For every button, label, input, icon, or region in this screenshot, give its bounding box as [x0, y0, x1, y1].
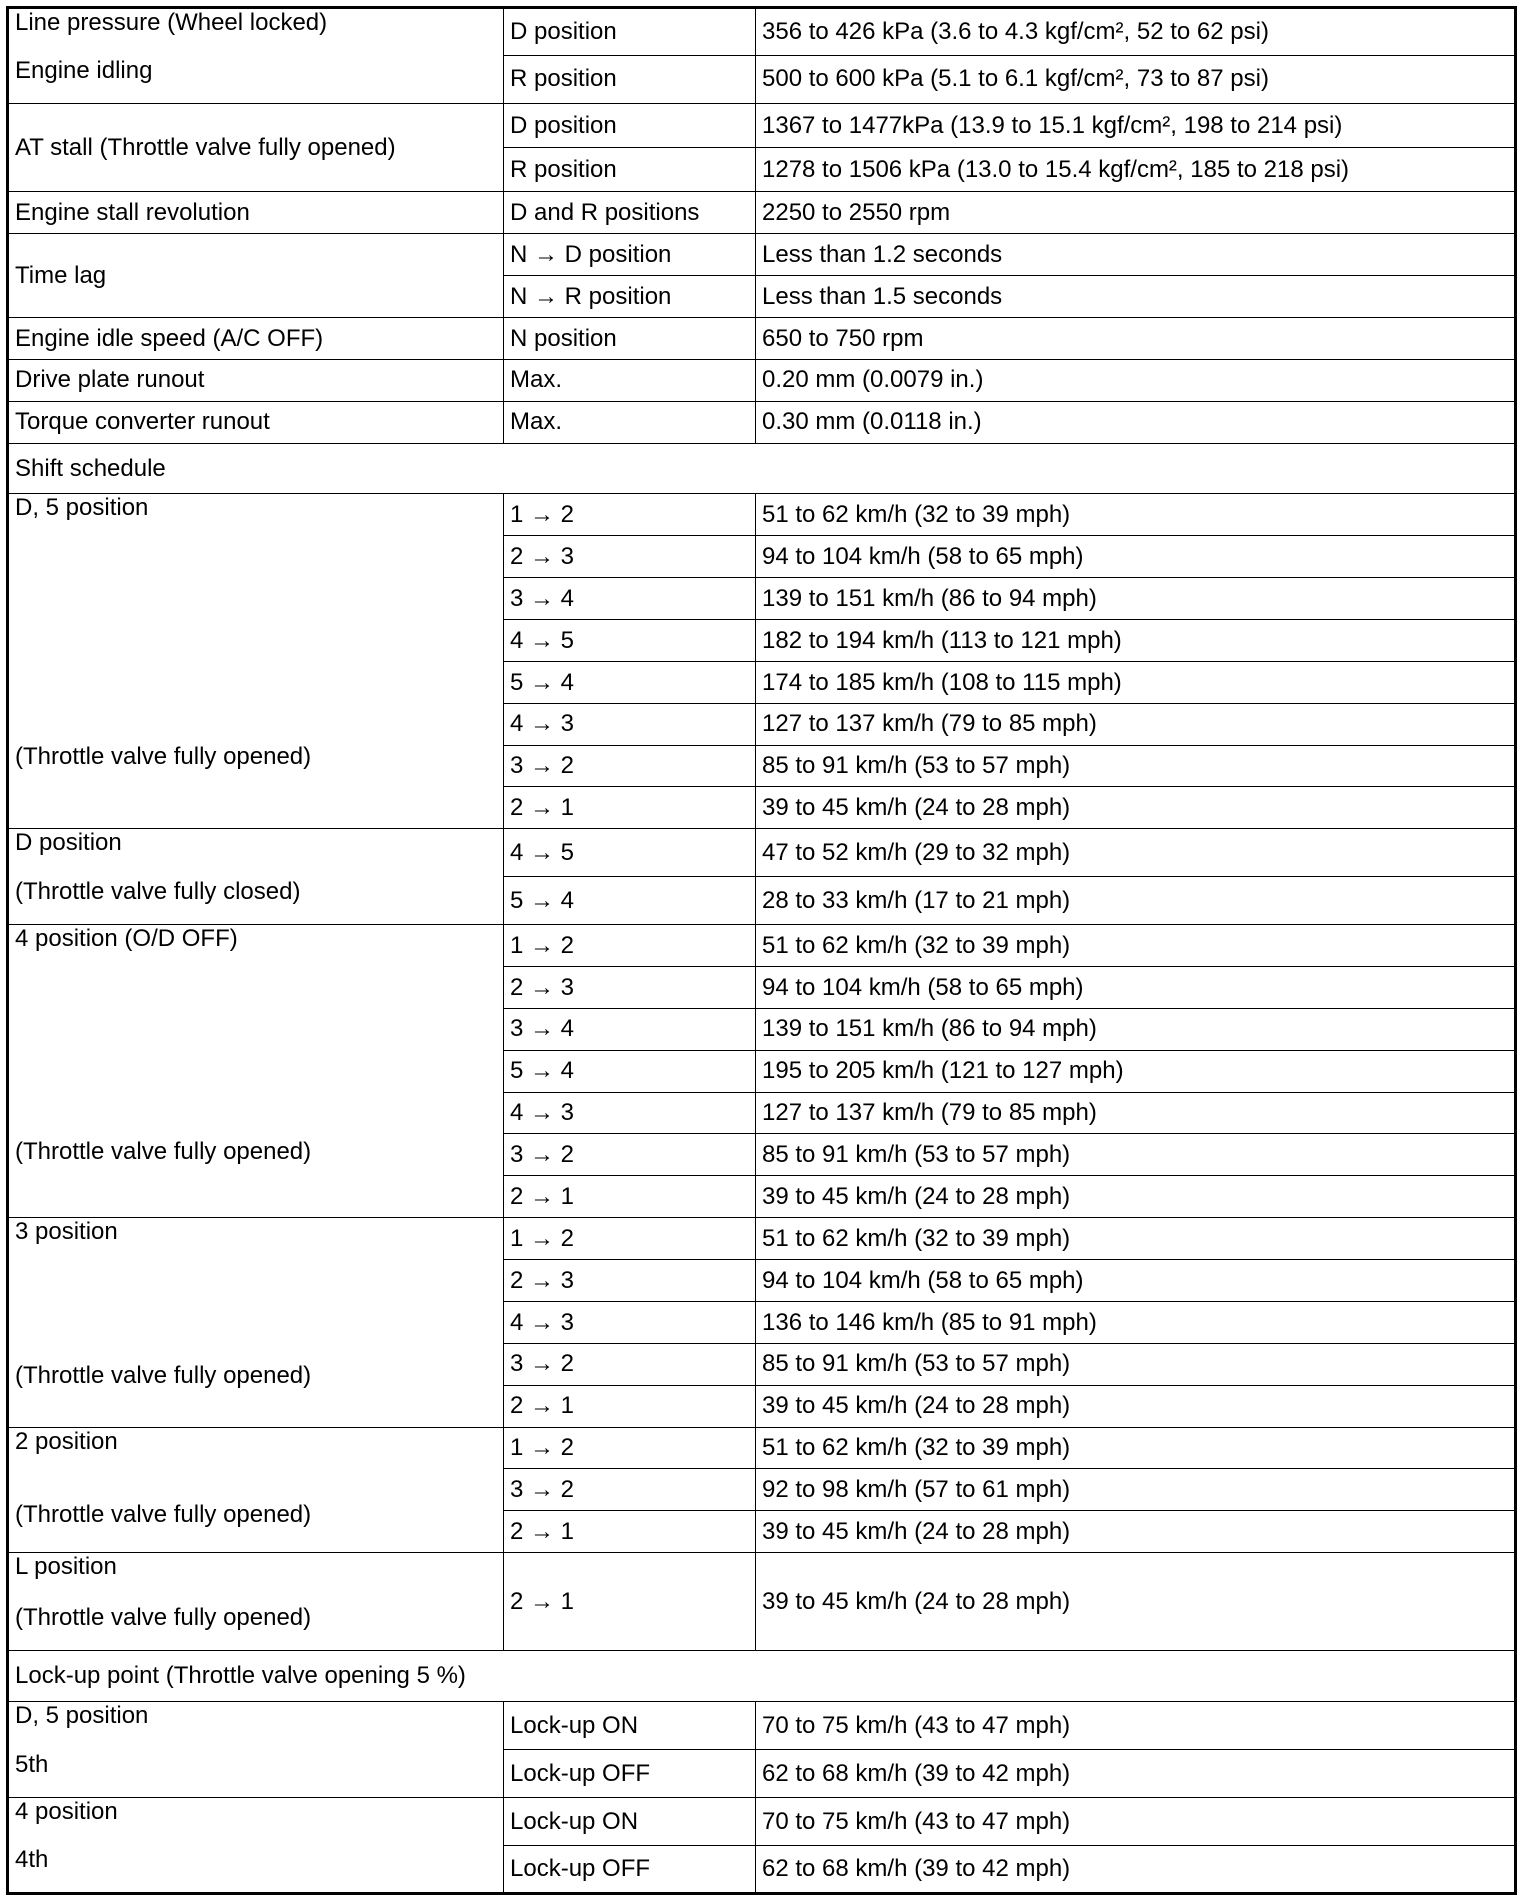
group-label-line: 3 position [15, 1218, 118, 1246]
table-row [8, 1218, 1516, 1260]
condition-cell: 4 → 5 [504, 829, 756, 877]
value-cell: Less than 1.2 seconds [756, 234, 1516, 276]
condition-cell: 3 → 4 [504, 1008, 756, 1050]
condition-cell: 3 → 2 [504, 1343, 756, 1385]
group-label-lines [15, 1218, 497, 1389]
table-row [8, 192, 1516, 234]
group-label-line: 4 position [15, 1797, 118, 1825]
group-label-line: (Throttle valve fully opened) [15, 1361, 312, 1389]
table-row [8, 494, 1516, 536]
value-cell: 85 to 91 km/h (53 to 57 mph) [756, 745, 1516, 787]
table-row [8, 1553, 1516, 1651]
value-cell: 47 to 52 km/h (29 to 32 mph) [756, 829, 1516, 877]
group-label-cell [8, 829, 504, 925]
group-label-cell [8, 359, 504, 401]
group-label-line: D position [15, 829, 122, 857]
value-cell: 92 to 98 km/h (57 to 61 mph) [756, 1469, 1516, 1511]
condition-cell: 2 → 3 [504, 536, 756, 578]
condition-cell: D position [504, 8, 756, 56]
condition-cell: 2 → 1 [504, 1176, 756, 1218]
condition-cell: Lock-up ON [504, 1702, 756, 1750]
group-label-line: (Throttle valve fully opened) [15, 1603, 312, 1631]
condition-cell: N position [504, 317, 756, 359]
value-cell: 51 to 62 km/h (32 to 39 mph) [756, 494, 1516, 536]
value-cell: Less than 1.5 seconds [756, 276, 1516, 318]
group-label-cell [8, 401, 504, 443]
condition-cell: 3 → 2 [504, 1469, 756, 1511]
group-label: AT stall (Throttle valve fully opened) [15, 133, 396, 161]
group-label-line: D, 5 position [15, 494, 149, 522]
value-cell: 39 to 45 km/h (24 to 28 mph) [756, 1553, 1516, 1651]
group-label-line: L position [15, 1553, 117, 1581]
value-cell: 28 to 33 km/h (17 to 21 mph) [756, 877, 1516, 925]
value-cell: 182 to 194 km/h (113 to 121 mph) [756, 619, 1516, 661]
value-cell: 85 to 91 km/h (53 to 57 mph) [756, 1134, 1516, 1176]
group-label: Engine idle speed (A/C OFF) [15, 324, 324, 352]
group-label-lines [15, 829, 497, 905]
group-label-line: Engine idling [15, 57, 153, 85]
group-label-lines [15, 9, 497, 85]
table-row [8, 1427, 1516, 1469]
section-heading-row [8, 1651, 1516, 1702]
condition-cell: 2 → 1 [504, 787, 756, 829]
condition-cell: 3 → 4 [504, 578, 756, 620]
condition-cell: 2 → 1 [504, 1553, 756, 1651]
condition-cell: D position [504, 103, 756, 147]
condition-cell: 4 → 3 [504, 703, 756, 745]
value-cell: 62 to 68 km/h (39 to 42 mph) [756, 1845, 1516, 1893]
value-cell: 51 to 62 km/h (32 to 39 mph) [756, 925, 1516, 967]
condition-cell: R position [504, 147, 756, 191]
group-label-line: 5th [15, 1750, 49, 1778]
value-cell: 62 to 68 km/h (39 to 42 mph) [756, 1750, 1516, 1798]
group-label-line: 4th [15, 1846, 49, 1874]
group-label-line: 2 position [15, 1427, 118, 1455]
condition-cell: 1 → 2 [504, 1218, 756, 1260]
group-label-line: D, 5 position [15, 1702, 149, 1730]
condition-cell: Max. [504, 359, 756, 401]
group-label-lines [15, 925, 497, 1166]
group-label-line: Line pressure (Wheel locked) [15, 9, 328, 36]
table-row [8, 925, 1516, 967]
table-row [8, 1702, 1516, 1750]
value-cell: 139 to 151 km/h (86 to 94 mph) [756, 1008, 1516, 1050]
group-label-lines [15, 1553, 497, 1631]
group-label-cell [8, 103, 504, 192]
value-cell: 500 to 600 kPa (5.1 to 6.1 kgf/cm², 73 to 87 psi) [756, 55, 1516, 103]
group-label-cell [8, 925, 504, 1218]
table-row [8, 8, 1516, 56]
value-cell: 127 to 137 km/h (79 to 85 mph) [756, 703, 1516, 745]
group-label-cell [8, 1427, 504, 1553]
specification-table-body [8, 8, 1516, 1894]
condition-cell: 1 → 2 [504, 1427, 756, 1469]
group-label-cell [8, 1797, 504, 1893]
group-label: Torque converter runout [15, 408, 270, 436]
group-label-cell [8, 8, 504, 104]
table-row [8, 234, 1516, 276]
value-cell: 0.20 mm (0.0079 in.) [756, 359, 1516, 401]
value-cell: 39 to 45 km/h (24 to 28 mph) [756, 787, 1516, 829]
value-cell: 94 to 104 km/h (58 to 65 mph) [756, 966, 1516, 1008]
value-cell: 39 to 45 km/h (24 to 28 mph) [756, 1176, 1516, 1218]
group-label-cell [8, 1702, 504, 1798]
condition-cell: N → D position [504, 234, 756, 276]
value-cell: 1278 to 1506 kPa (13.0 to 15.4 kgf/cm², 185 to 218 psi) [756, 147, 1516, 191]
section-heading: Lock-up point (Throttle valve opening 5 %) [8, 1651, 1516, 1702]
table-row [8, 317, 1516, 359]
value-cell: 2250 to 2550 rpm [756, 192, 1516, 234]
group-label-cell [8, 494, 504, 829]
group-label-line: (Throttle valve fully closed) [15, 877, 301, 905]
group-label-lines [15, 494, 497, 770]
table-row [8, 103, 1516, 147]
group-label-cell [8, 192, 504, 234]
value-cell: 139 to 151 km/h (86 to 94 mph) [756, 578, 1516, 620]
value-cell: 1367 to 1477kPa (13.9 to 15.1 kgf/cm², 198 to 214 psi) [756, 103, 1516, 147]
group-label-line: 4 position (O/D OFF) [15, 925, 238, 953]
group-label-cell [8, 234, 504, 318]
condition-cell: 5 → 4 [504, 877, 756, 925]
condition-cell: Max. [504, 401, 756, 443]
group-label: Drive plate runout [15, 366, 205, 394]
value-cell: 174 to 185 km/h (108 to 115 mph) [756, 661, 1516, 703]
section-heading-row [8, 443, 1516, 494]
condition-cell: 2 → 1 [504, 1385, 756, 1427]
condition-cell: N → R position [504, 276, 756, 318]
group-label-lines [15, 1428, 497, 1529]
value-cell: 51 to 62 km/h (32 to 39 mph) [756, 1427, 1516, 1469]
group-label-line: (Throttle valve fully opened) [15, 1138, 312, 1166]
value-cell: 94 to 104 km/h (58 to 65 mph) [756, 1260, 1516, 1302]
condition-cell: 4 → 3 [504, 1092, 756, 1134]
group-label-lines [15, 1702, 497, 1778]
value-cell: 70 to 75 km/h (43 to 47 mph) [756, 1702, 1516, 1750]
group-label: Engine stall revolution [15, 198, 250, 226]
table-row [8, 401, 1516, 443]
condition-cell: Lock-up OFF [504, 1750, 756, 1798]
value-cell: 650 to 750 rpm [756, 317, 1516, 359]
condition-cell: 3 → 2 [504, 1134, 756, 1176]
condition-cell: 2 → 3 [504, 966, 756, 1008]
condition-cell: 1 → 2 [504, 925, 756, 967]
section-heading: Shift schedule [8, 443, 1516, 494]
value-cell: 39 to 45 km/h (24 to 28 mph) [756, 1511, 1516, 1553]
specification-table [6, 6, 1517, 1895]
condition-cell: Lock-up OFF [504, 1845, 756, 1893]
condition-cell: 2 → 1 [504, 1511, 756, 1553]
value-cell: 356 to 426 kPa (3.6 to 4.3 kgf/cm², 52 to 62 psi) [756, 8, 1516, 56]
condition-cell: R position [504, 55, 756, 103]
condition-cell: 5 → 4 [504, 1050, 756, 1092]
group-label: Time lag [15, 261, 107, 289]
condition-cell: Lock-up ON [504, 1797, 756, 1845]
group-label-cell [8, 1553, 504, 1651]
condition-cell: D and R positions [504, 192, 756, 234]
table-row [8, 359, 1516, 401]
table-row [8, 1797, 1516, 1845]
condition-cell: 3 → 2 [504, 745, 756, 787]
condition-cell: 4 → 5 [504, 619, 756, 661]
value-cell: 0.30 mm (0.0118 in.) [756, 401, 1516, 443]
value-cell: 51 to 62 km/h (32 to 39 mph) [756, 1218, 1516, 1260]
value-cell: 70 to 75 km/h (43 to 47 mph) [756, 1797, 1516, 1845]
group-label-cell [8, 317, 504, 359]
group-label-cell [8, 1218, 504, 1427]
group-label-line: (Throttle valve fully opened) [15, 742, 312, 770]
group-label-line: (Throttle valve fully opened) [15, 1500, 312, 1528]
value-cell: 94 to 104 km/h (58 to 65 mph) [756, 536, 1516, 578]
value-cell: 39 to 45 km/h (24 to 28 mph) [756, 1385, 1516, 1427]
condition-cell: 2 → 3 [504, 1260, 756, 1302]
value-cell: 136 to 146 km/h (85 to 91 mph) [756, 1301, 1516, 1343]
group-label-lines [15, 1798, 497, 1874]
value-cell: 195 to 205 km/h (121 to 127 mph) [756, 1050, 1516, 1092]
value-cell: 85 to 91 km/h (53 to 57 mph) [756, 1343, 1516, 1385]
condition-cell: 4 → 3 [504, 1301, 756, 1343]
condition-cell: 1 → 2 [504, 494, 756, 536]
condition-cell: 5 → 4 [504, 661, 756, 703]
value-cell: 127 to 137 km/h (79 to 85 mph) [756, 1092, 1516, 1134]
table-row [8, 829, 1516, 877]
